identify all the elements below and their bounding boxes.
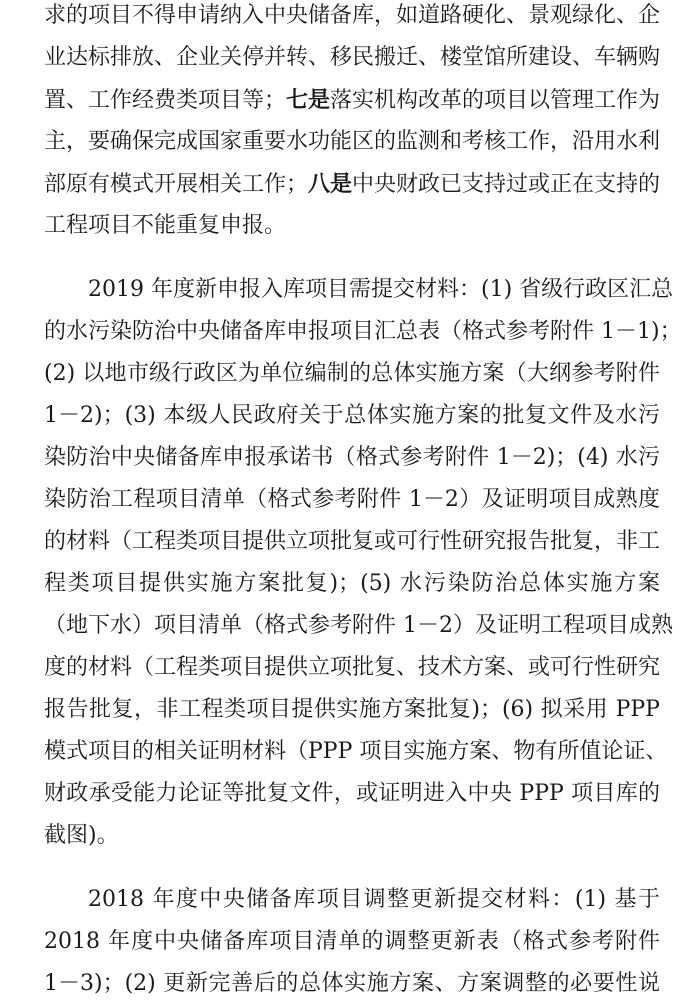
text-segment: 的材料（工程类项目提供立项批复或可行性研究报告批复，非工 bbox=[44, 529, 661, 554]
text-segment: 主，要确保完成国家重要水功能区的监测和考核工作，沿用水利 bbox=[44, 129, 661, 154]
text-segment: 置、工作经费类项目等； bbox=[44, 88, 287, 113]
text-line bbox=[88, 274, 674, 306]
text-segment: 2018 年度中央储备库项目调整更新提交材料：(1) 基于 bbox=[88, 887, 660, 912]
text-segment: 中央财政已支持过或正在支持的 bbox=[352, 172, 661, 197]
text-line bbox=[44, 526, 660, 558]
text-segment: 的水污染防治中央储备库申报项目汇总表（格式参考附件 1－1)； bbox=[44, 319, 682, 344]
text-segment: （地下水）项目清单（格式参考附件 1－2）及证明工程项目成熟 bbox=[44, 613, 673, 638]
text-segment: 程类项目提供实施方案批复)；(5) 水污染防治总体实施方案 bbox=[44, 571, 660, 596]
text-segment: 工程项目不能重复申报。 bbox=[44, 213, 287, 238]
text-line bbox=[44, 358, 660, 390]
text-line bbox=[44, 210, 660, 242]
text-line bbox=[44, 820, 660, 852]
text-segment: 模式项目的相关证明材料（PPP 项目实施方案、物有所值论证、 bbox=[44, 739, 668, 764]
text-segment: 业达标排放、企业关停并转、移民搬迁、楼堂馆所建设、车辆购 bbox=[44, 45, 661, 70]
text-segment: 求的项目不得申请纳入中央储备库，如道路硬化、景观绿化、企 bbox=[44, 3, 661, 28]
text-line bbox=[44, 652, 660, 684]
emphasis-text: 八是 bbox=[308, 171, 353, 197]
text-segment: 1－3)；(2) 更新完善后的总体实施方案、方案调整的必要性说 bbox=[44, 971, 660, 996]
text-line bbox=[44, 126, 660, 158]
text-line bbox=[44, 778, 660, 810]
text-line bbox=[44, 736, 668, 768]
text-line bbox=[44, 0, 660, 32]
text-line bbox=[44, 442, 660, 474]
text-segment: 截图)。 bbox=[44, 823, 119, 848]
text-line bbox=[44, 316, 682, 348]
text-segment: 财政承受能力论证等批复文件，或证明进入中央 PPP 项目库的 bbox=[44, 781, 660, 806]
text-line bbox=[44, 968, 660, 1000]
text-segment: 染防治中央储备库申报承诺书（格式参考附件 1－2)；(4) 水污 bbox=[44, 445, 660, 470]
text-segment: 2019 年度新申报入库项目需提交材料：(1) 省级行政区汇总 bbox=[88, 277, 674, 302]
text-segment: 染防治工程项目清单（格式参考附件 1－2）及证明项目成熟度 bbox=[44, 487, 660, 512]
text-line bbox=[44, 84, 660, 116]
text-segment: 落实机构改革的项目以管理工作为 bbox=[330, 88, 661, 113]
text-line bbox=[44, 168, 660, 200]
text-segment: 1－2)；(3) 本级人民政府关于总体实施方案的批复文件及水污 bbox=[44, 403, 660, 428]
text-line bbox=[44, 926, 660, 958]
emphasis-text: 七是 bbox=[286, 87, 331, 113]
text-segment: 报告批复，非工程类项目提供实施方案批复)；(6) 拟采用 PPP bbox=[44, 697, 660, 722]
text-line bbox=[44, 610, 673, 642]
text-line bbox=[44, 484, 660, 516]
text-line bbox=[44, 400, 660, 432]
text-segment: 度的材料（工程类项目提供立项批复、技术方案、或可行性研究 bbox=[44, 655, 661, 680]
text-line bbox=[88, 884, 660, 916]
text-segment: 部原有模式开展相关工作； bbox=[44, 172, 309, 197]
text-segment: 2018 年度中央储备库项目清单的调整更新表（格式参考附件 bbox=[44, 929, 660, 954]
text-line bbox=[44, 42, 660, 74]
text-segment: (2) 以地市级行政区为单位编制的总体实施方案（大纲参考附件 bbox=[44, 361, 660, 386]
text-line bbox=[44, 694, 660, 726]
text-line bbox=[44, 568, 660, 600]
